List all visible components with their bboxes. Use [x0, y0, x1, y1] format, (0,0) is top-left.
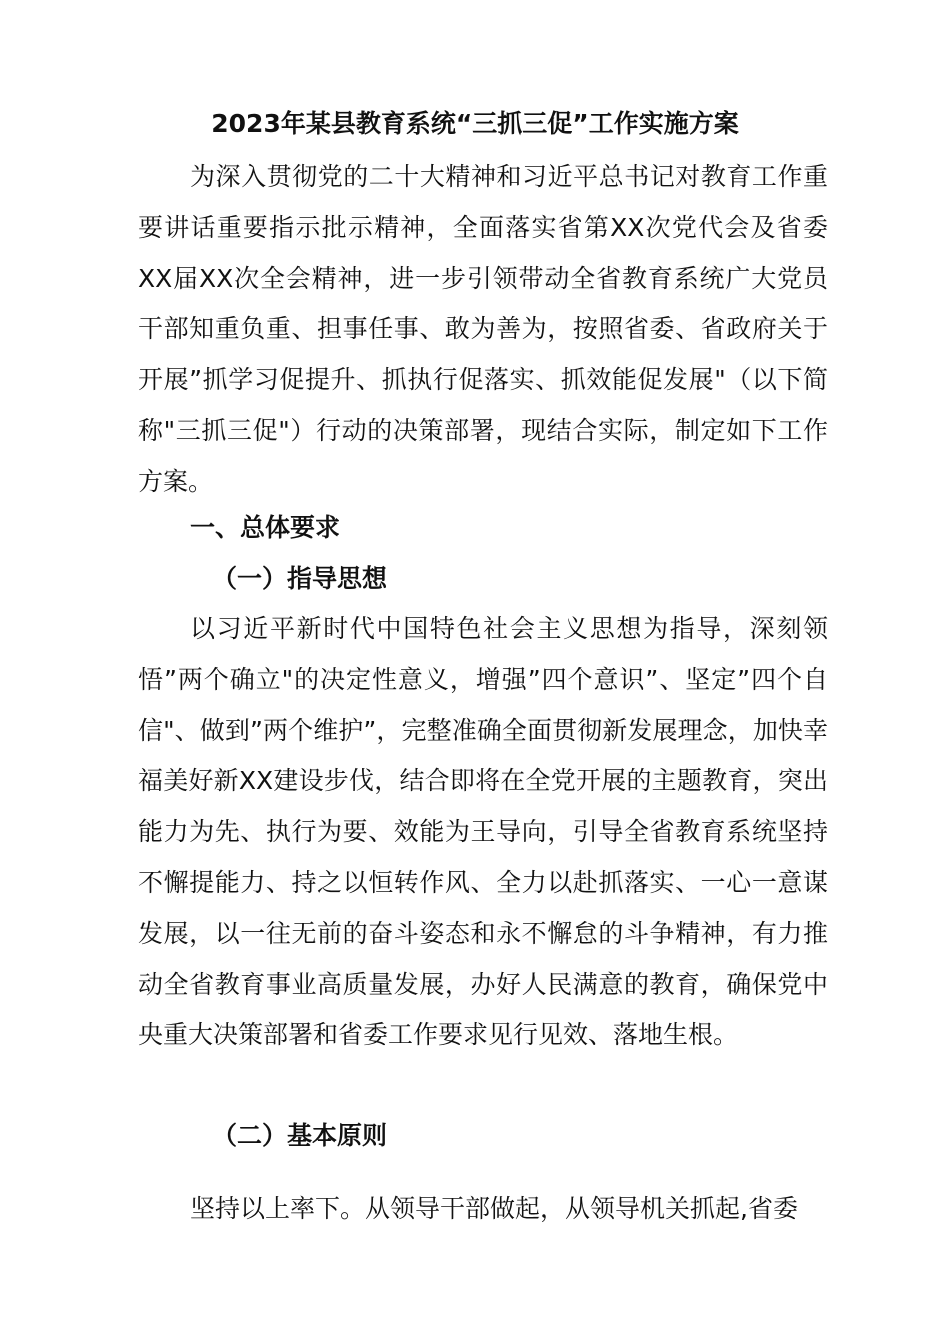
- section-heading-general-requirements: 一、总体要求: [190, 513, 341, 542]
- subsection-heading-basic-principles: （二）基本原则: [212, 1121, 388, 1150]
- guiding-ideology-paragraph: 以习近平新时代中国特色社会主义思想为指导，深刻领悟”两个确立"的决定性意义，增强”四个意识”、坚定”四个自信"、做到”两个维护”，完整准确全面贯彻新发展理念，加快幸福美好新XX建设步伐，结合即将在全党开展的主题教育，突出能力为先、执行为要、效能为王导向，引导全省教育系统坚持不懈提能力、持之以恒转作风、全力以赴抓落实、一心一意谋发展，以一往无前的奋斗姿态和永不懈怠的斗争精神，有力推动全省教育事业高质量发展，办好人民满意的教育，确保党中央重大决策部署和省委工作要求见行见效、落地生根。: [138, 614, 828, 1050]
- intro-paragraph: 为深入贯彻党的二十大精神和习近平总书记对教育工作重要讲话重要指示批示精神，全面落实省第XX次党代会及省委XX届XX次全会精神，进一步引领带动全省教育系统广大党员干部知重负重、担事任事、敢为善为，按照省委、省政府关于开展”抓学习促提升、抓执行促落实、抓效能促发展"（以下简称"三抓三促"）行动的决策部署，现结合实际，制定如下工作方案。: [138, 162, 828, 496]
- subsection-heading-guiding-ideology: （一）指导思想: [212, 564, 388, 593]
- basic-principles-paragraph: 坚持以上率下。从领导干部做起，从领导机关抓起,省委: [190, 1194, 798, 1223]
- document-title: 2023年某县教育系统“三抓三促”工作实施方案: [211, 109, 739, 138]
